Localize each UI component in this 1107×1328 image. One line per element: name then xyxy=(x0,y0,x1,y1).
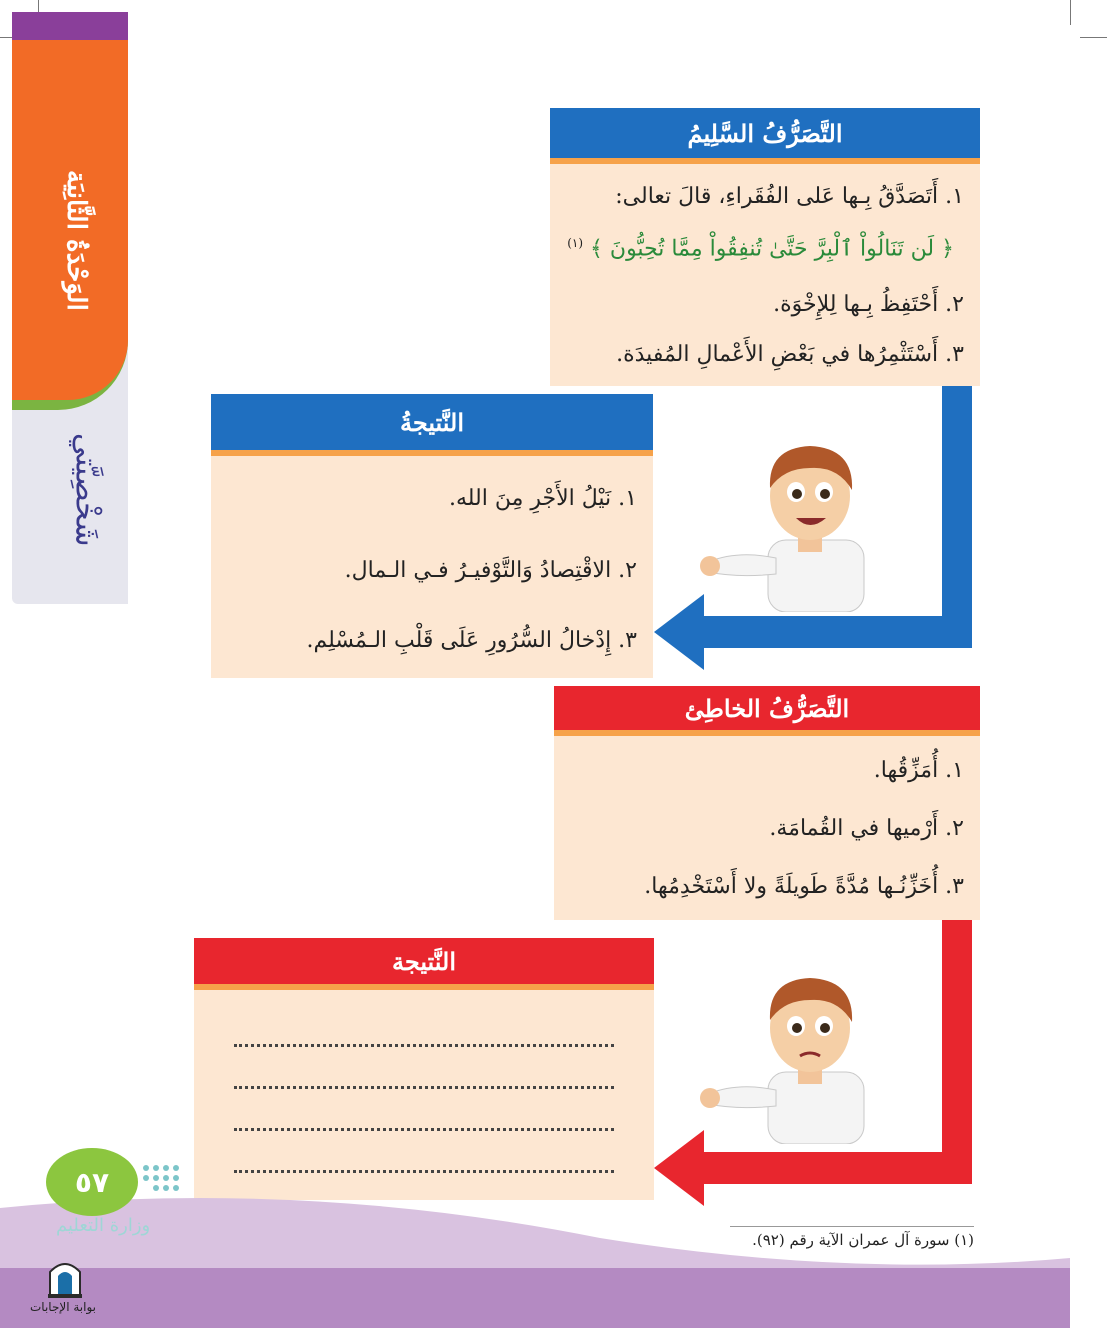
correct-result-item-3: ٣. إِدْخالُ السُّرُورِ عَلَى قَلْبِ الـمُسْلِم. xyxy=(306,628,637,653)
correct-action-title: التَّصَرُّفُ السَّلِيمُ xyxy=(550,108,980,164)
worried-boy-illustration xyxy=(698,972,870,1144)
quran-verse xyxy=(567,236,954,261)
verse-text: ﴿ لَن تَنَالُواْ ٱلْبِرَّ حَتَّىٰ تُنفِقُواْ مِمَّا تُحِبُّونَ ﴾ xyxy=(590,236,954,262)
blue-arrow-head xyxy=(654,594,704,670)
wrong-action-title: التَّصَرُّفُ الخاطِئ xyxy=(554,686,980,736)
wrong-action-item-2: ٢. أَرْميها في القُمامَة. xyxy=(769,816,964,841)
happy-boy-illustration xyxy=(698,440,870,612)
correct-action-panel xyxy=(550,108,980,386)
page-number: ٥٧ xyxy=(46,1148,138,1216)
unit-title: الوَحْدَةُ الثَّانِيَة xyxy=(61,169,91,311)
correct-result-item-1: ١. نَيْلُ الأَجْرِ مِنَ الله. xyxy=(448,486,637,511)
correct-result-panel xyxy=(211,394,653,678)
crop-mark xyxy=(1080,37,1107,38)
answer-line[interactable] xyxy=(234,1042,614,1047)
correct-action-item-1: ١. أَتَصَدَّقُ بِـها عَلى الفُقَراءِ، قالَ تعالى: xyxy=(615,184,964,209)
wrong-result-title: النَّتيجة xyxy=(194,938,654,990)
wrong-action-item-1: ١. أُمَزِّقُها. xyxy=(873,758,964,783)
crop-mark xyxy=(1070,0,1071,25)
correct-result-item-2: ٢. الاقْتِصادُ وَالتَّوْفيـرُ فـي الـمال. xyxy=(344,558,637,583)
answer-line[interactable] xyxy=(234,1126,614,1131)
footnote: (١) سورة آل عمران الآية رقم (٩٢). xyxy=(730,1226,974,1249)
ministry-name: وزارة التعليم xyxy=(56,1215,151,1236)
red-arrow-vertical xyxy=(942,920,972,1184)
wrong-result-panel xyxy=(194,938,654,1200)
answer-line[interactable] xyxy=(234,1084,614,1089)
portal-logo-icon xyxy=(46,1256,84,1298)
portal-name: بوابة الإجابات xyxy=(30,1300,97,1314)
correct-result-title: النَّتيجةُ xyxy=(211,394,653,456)
correct-action-item-3: ٣. أَسْتَثْمِرُها في بَعْضِ الأَعْمالِ المُفيدَة. xyxy=(616,342,964,367)
blue-arrow-vertical xyxy=(942,386,972,648)
footer-band xyxy=(0,1268,1070,1328)
verse-footnote-ref: (١) xyxy=(567,236,584,250)
blue-arrow-horizontal xyxy=(700,616,972,648)
subject-title: شَخْصِيَّتي xyxy=(68,433,104,547)
wrong-action-item-3: ٣. أُخَزِّنُـها مُدَّةً طَويلَةً ولا أَسْتَخْدِمُها. xyxy=(644,874,964,899)
correct-action-item-2: ٢. أَحْتَفِظُ بِـها لِلإِخْوَة. xyxy=(773,292,964,317)
answer-line[interactable] xyxy=(234,1168,614,1173)
wrong-action-panel xyxy=(554,686,980,920)
